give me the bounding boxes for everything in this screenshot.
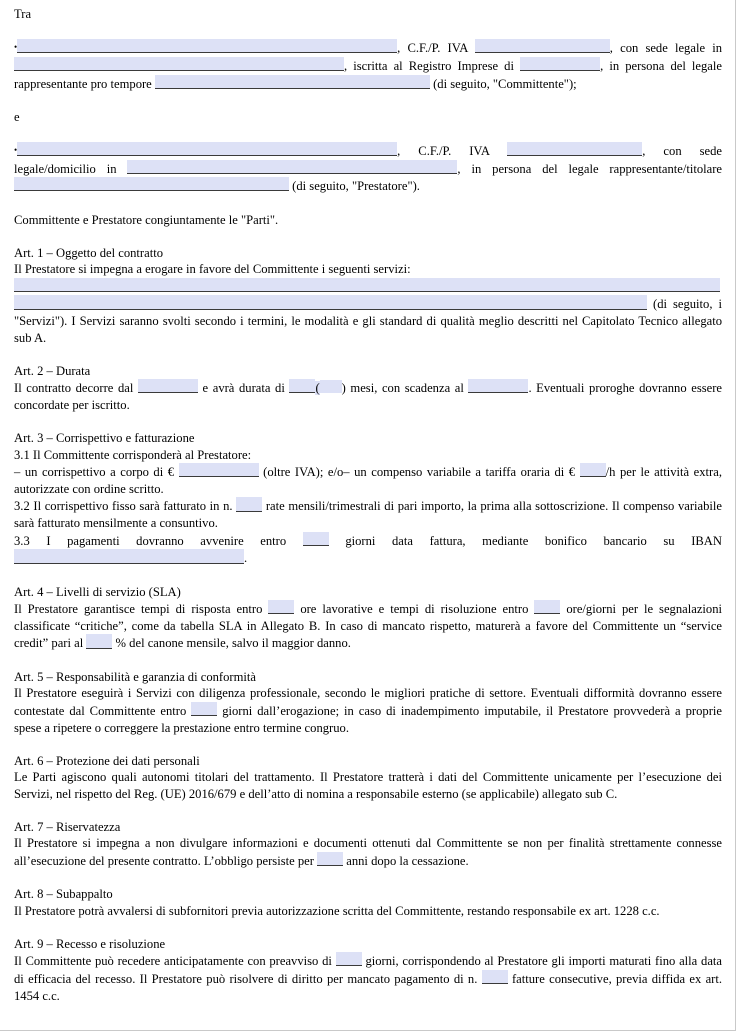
text-art-2-open-paren: (: [315, 381, 320, 396]
text-art-3-3-a: 3.3 I pagamenti dovranno avvenire entro: [14, 533, 287, 548]
field-giorni-preavviso-recesso[interactable]: [336, 952, 362, 966]
text-art-5-a: Il Prestatore eseguirà i Servizi con diligenza professionale, secondo le migliori pratiche di settore. Eventuali difformità dovranno essere contestate dal Committente entro: [14, 686, 722, 718]
text-cf-piva-prestatore: , C.F./P. IVA: [397, 143, 490, 158]
bullet-icon: •: [14, 42, 18, 53]
heading-art-9: Art. 9 – Recesso e risoluzione: [14, 936, 166, 951]
text-art-3-3-c: .: [244, 551, 248, 566]
paragraph-art-9: [14, 952, 722, 1004]
e-label: e: [14, 109, 20, 124]
paragraph-e: [14, 109, 722, 126]
bullet-icon: •: [14, 144, 18, 155]
spacer: [14, 346, 722, 363]
text-art-3-1-c: /h per le attività extra, autorizzate con ordine scritto.: [14, 465, 722, 496]
field-prestatore-ragione-sociale[interactable]: [17, 142, 397, 156]
paragraph-art-1-intro: Il Prestatore si impegna a erogare in favore del Committente i seguenti servizi:: [14, 262, 411, 277]
spacer: [14, 652, 722, 669]
spacer: [14, 802, 722, 819]
field-corrispettivo-a-corpo[interactable]: [179, 463, 259, 477]
paragraph-art-1-fields: [14, 278, 722, 347]
text-art-7-b: anni dopo la cessazione.: [346, 854, 469, 869]
text-art-9-a: Il Committente può recedere anticipatamente con preavviso di: [14, 954, 332, 969]
field-servizi-descrizione-riga-2[interactable]: [14, 295, 647, 309]
text-art-9-c: fatture consecutive, previa diffida ex art. 1454 c.c.: [14, 972, 722, 1003]
heading-art-4: Art. 4 – Livelli di servizio (SLA): [14, 584, 181, 599]
text-art-2-c: ) mesi, con scadenza al: [341, 381, 464, 396]
paragraph-art-4: [14, 600, 722, 652]
field-durata-mesi-lettere[interactable]: [320, 380, 342, 393]
field-sla-tempo-risoluzione[interactable]: [534, 600, 560, 614]
spacer: [14, 414, 722, 431]
text-art-2-a: Il contratto decorre dal: [14, 381, 134, 396]
text-art-7-a: Il Prestatore si impegna a non divulgare informazioni e documenti ottenuti dal Committente se non per finalità strettamente connesse all’esecuzione del presente contratto. L’obbligo persiste per: [14, 836, 722, 869]
text-rappresentante-titolare: , in persona del legale rappresentante/titolare: [457, 161, 723, 176]
heading-art-6: Art. 6 – Protezione dei dati personali: [14, 753, 200, 768]
text-registro-imprese: , iscritta al Registro Imprese di: [344, 58, 514, 73]
field-committente-ragione-sociale[interactable]: [17, 39, 397, 53]
heading-art-7: Art. 7 – Riservatezza: [14, 819, 121, 834]
text-art-2-b: e avrà durata di: [202, 381, 285, 396]
spacer: [14, 736, 722, 753]
field-sla-tempo-risposta[interactable]: [268, 600, 294, 614]
field-prestatore-cf-piva[interactable]: [507, 142, 642, 156]
spacer: [14, 23, 722, 40]
text-art-3-2-a: 3.2 Il corrispettivo fisso sarà fatturato in n.: [14, 499, 233, 514]
field-numero-rate[interactable]: [236, 497, 262, 511]
text-art-9-b: giorni, corrispondendo al Prestatore gli importi maturati fino alla data di efficacia del recesso. Il Prestatore può risolvere di diritto per mancato pagamento di n.: [14, 954, 722, 987]
text-art-3-1-a: – un corrispettivo a corpo di €: [14, 465, 175, 480]
spacer: [14, 125, 722, 142]
field-iban[interactable]: [14, 549, 244, 563]
paragraph-art-3-3: [14, 532, 722, 567]
paragraph-party-prestatore: [14, 142, 722, 195]
paragraph-art-3-1: [14, 463, 722, 497]
field-giorni-contestazione[interactable]: [191, 702, 217, 716]
text-art-4-c: ore/giorni per le segnalazioni classificate “critiche”, come da tabella SLA in Allegato B. In caso di mancato rispetto, maturerà a favore del Committente un “service credit” pari al: [14, 602, 722, 651]
tra-label: Tra: [14, 7, 32, 21]
field-anni-riservatezza[interactable]: [317, 852, 343, 866]
spacer: [14, 228, 722, 245]
spacer: [14, 919, 722, 936]
heading-art-1: Art. 1 – Oggetto del contratto: [14, 245, 163, 260]
field-durata-mesi-numero[interactable]: [289, 379, 315, 393]
paragraph-tra: [14, 6, 722, 23]
field-committente-legale-rappresentante[interactable]: [155, 75, 430, 89]
text-art-5-b: giorni dall’erogazione; in caso di inadempimento imputabile, il Prestatore provvederà a proprie spese a ripetere o correggere la prestazione entro termine congruo.: [14, 704, 722, 735]
paragraph-art-3-1-intro: 3.1 Il Committente corrisponderà al Prestatore:: [14, 447, 252, 462]
text-di-seguito-committente: (di seguito, "Committente");: [433, 76, 577, 91]
paragraph-art-2: [14, 379, 722, 413]
paragraph-art-3-2: [14, 497, 722, 531]
text-art-1-after-fields: (di seguito, i "Servizi"). I Servizi saranno svolti secondo i termini, le modalità e gli standard di qualità meglio descritti nel Capitolato Tecnico allegato sub A.: [14, 297, 722, 345]
spacer: [14, 92, 722, 109]
field-giorni-pagamento[interactable]: [303, 532, 329, 546]
text-art-2-d: . Eventuali proroghe dovranno essere concordate per iscritto.: [14, 381, 722, 412]
paragraph-art-8: Il Prestatore potrà avvalersi di subfornitori previa autorizzazione scritta del Committente, restando responsabile ex art. 1228 c.c.: [14, 903, 660, 918]
field-committente-sede-legale[interactable]: [14, 57, 344, 71]
text-cf-piva-committente: , C.F./P. IVA: [397, 41, 468, 56]
field-service-credit-percentuale[interactable]: [86, 634, 112, 648]
heading-art-5: Art. 5 – Responsabilità e garanzia di conformità: [14, 669, 257, 684]
paragraph-art-5: [14, 685, 722, 736]
field-committente-registro-imprese[interactable]: [520, 57, 600, 71]
paragraph-art-7: [14, 835, 722, 869]
spacer: [14, 870, 722, 887]
field-numero-fatture-insolute[interactable]: [482, 970, 508, 984]
text-di-seguito-prestatore: (di seguito, "Prestatore").: [292, 179, 420, 194]
field-servizi-descrizione-riga-1[interactable]: [14, 278, 720, 292]
text-art-4-d: % del canone mensile, salvo il maggior danno.: [115, 636, 351, 651]
text-art-4-a: Il Prestatore garantisce tempi di risposta entro: [14, 602, 263, 617]
field-tariffa-oraria[interactable]: [580, 463, 606, 477]
text-sede-legale-committente: , con sede legale in: [609, 41, 722, 56]
field-data-scadenza[interactable]: [468, 379, 528, 393]
heading-art-3: Art. 3 – Corrispettivo e fatturazione: [14, 431, 195, 446]
text-legale-rappresentante-committente: , in persona del legale rappresentante pro tempore: [14, 58, 722, 91]
field-prestatore-sede-domicilio[interactable]: [127, 160, 457, 174]
paragraph-art-6: Le Parti agiscono quali autonomi titolari del trattamento. Il Prestatore tratterà i dati del Committente unicamente per l’esecuzione dei Servizi, nel rispetto del Reg. (UE) 2016/679 e dell’atto di nomina a responsabile esterno (se applicabile) allegato sub C.: [14, 770, 722, 801]
document-body: [14, 6, 722, 1004]
field-data-decorrenza[interactable]: [138, 379, 198, 393]
heading-art-2: Art. 2 – Durata: [14, 363, 91, 378]
text-art-3-2-b: rate mensili/trimestrali di pari importo, la prima alla sottoscrizione. Il compenso variabile sarà fatturato mensilmente a consuntivo.: [14, 499, 722, 531]
heading-art-8: Art. 8 – Subappalto: [14, 887, 113, 902]
spacer: [14, 195, 722, 212]
field-prestatore-rappresentante-titolare[interactable]: [14, 177, 289, 191]
spacer: [14, 567, 722, 584]
text-art-3-1-b: (oltre IVA); e/o– un compenso variabile a tariffa oraria di €: [263, 465, 576, 480]
paragraph-party-committente: [14, 39, 722, 92]
text-art-4-b: ore lavorative e tempi di risoluzione entro: [300, 602, 529, 617]
paragraph-parti: Committente e Prestatore congiuntamente le "Parti".: [14, 212, 279, 227]
text-art-3-3-b: giorni data fattura, mediante bonifico bancario su IBAN: [345, 533, 722, 548]
text-sede-domicilio-prestatore: , con sede legale/domicilio in: [14, 143, 722, 176]
field-committente-cf-piva[interactable]: [475, 39, 610, 53]
